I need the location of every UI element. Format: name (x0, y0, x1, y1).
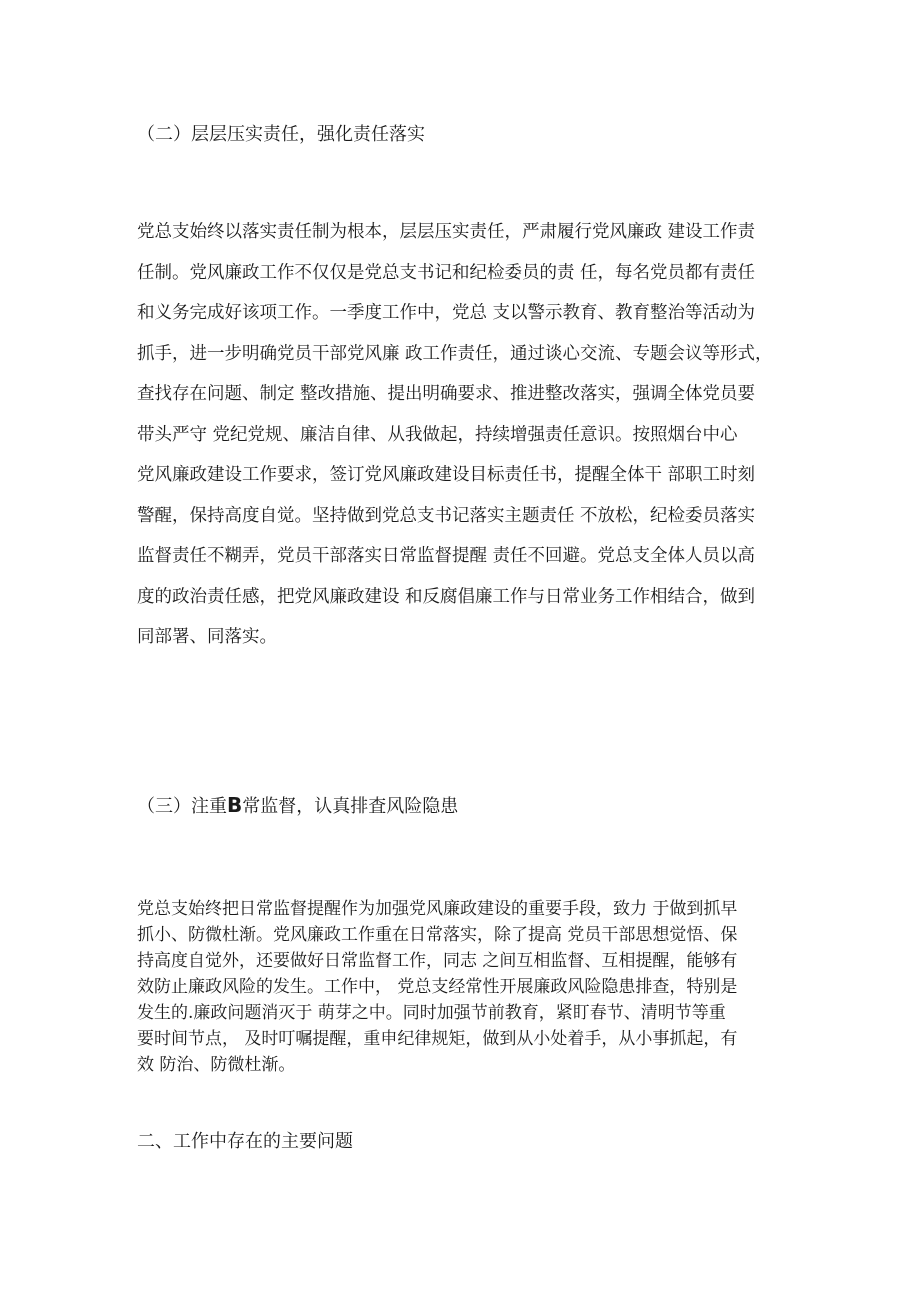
paragraph-line: 和义务完成好该项工作。一季度工作中，党总 支以警示教育、教育整治等活动为 (137, 303, 756, 323)
paragraph-line: 持高度自觉外，还要做好日常监督工作，同志 之间互相监督、互相提醒，能够有 (137, 951, 738, 971)
heading-suffix: 常监督，认真排査风险隐患 (242, 796, 459, 817)
paragraph-line: 抓小、防微杜渐。党风廉政工作重在日常落实，除了提高 党员干部思想觉悟、保 (137, 925, 738, 945)
section-heading-3 (137, 793, 458, 819)
paragraph-line: 党风廉政建设工作要求，签订党风廉政建设目标责任书，提醒全体干 部职工时刻 (137, 465, 756, 485)
paragraph-line: 警醒，保持高度自觉。坚持做到党总支书记落实主题责任 不放松，纪检委员落实 (137, 505, 756, 526)
heading-letter: B (227, 793, 243, 817)
heading-prefix: （三）注重 (137, 796, 227, 817)
paragraph-line: 效 防治、防微杜渐。 (137, 1055, 296, 1075)
paragraph-line: 效防止廉政风险的发生。工作中， 党总支经常性开展廉政风险隐患排查，特别是 (137, 977, 738, 997)
paragraph-line: 任制。党风廉政工作不仅仅是党总支书记和纪检委员的责 任，每名党员都有责任 (137, 262, 756, 283)
paragraph-line: 抓手，进一步明确党员干部党风廉 政工作责任，通过谈心交流、专题会议等形式， (137, 343, 773, 364)
paragraph-line: 党总支始终把日常监督提醒作为加强党风廉政建设的重要手段，致力 于做到抓早 (137, 899, 738, 919)
paragraph-responsibility (137, 212, 792, 658)
paragraph-line: 度的政治责任感，把党风廉政建设 和反腐倡廉工作与日常业务工作相结合，做到 (137, 586, 756, 607)
main-heading-2: 二、工作中存在的主要问题 (137, 1131, 353, 1152)
section-heading-2: （二）层层压实责任，强化责任落实 (137, 124, 425, 145)
paragraph-line: 同部署、同落实。 (137, 627, 277, 647)
paragraph-line: 监督责任不糊弄，党员干部落实日常监督提醒 责任不回避。党总支全体人员以高 (137, 546, 756, 566)
paragraph-line: 党总支始终以落实责任制为根本，层层压实责任，严肃履行党风廉政 建设工作责 (137, 222, 756, 242)
paragraph-line: 要时间节点， 及时叮嘱提醒，重申纪律规矩，做到从小处着手，从小事抓起，有 (137, 1029, 738, 1049)
paragraph-line: 查找存在问题、制定 整改措施、提出明确要求、推进整改落实，强调全体党员要 (137, 384, 756, 404)
paragraph-line: 发生的.廉政问题消灭于 萌芽之中。同时加强节前教育，紧盯春节、清明节等重 (137, 1003, 726, 1023)
paragraph-supervision (137, 896, 792, 1078)
paragraph-line: 带头严守 党纪党规、廉洁自律、从我做起，持续增强责任意识。按照烟台中心 (137, 424, 738, 445)
